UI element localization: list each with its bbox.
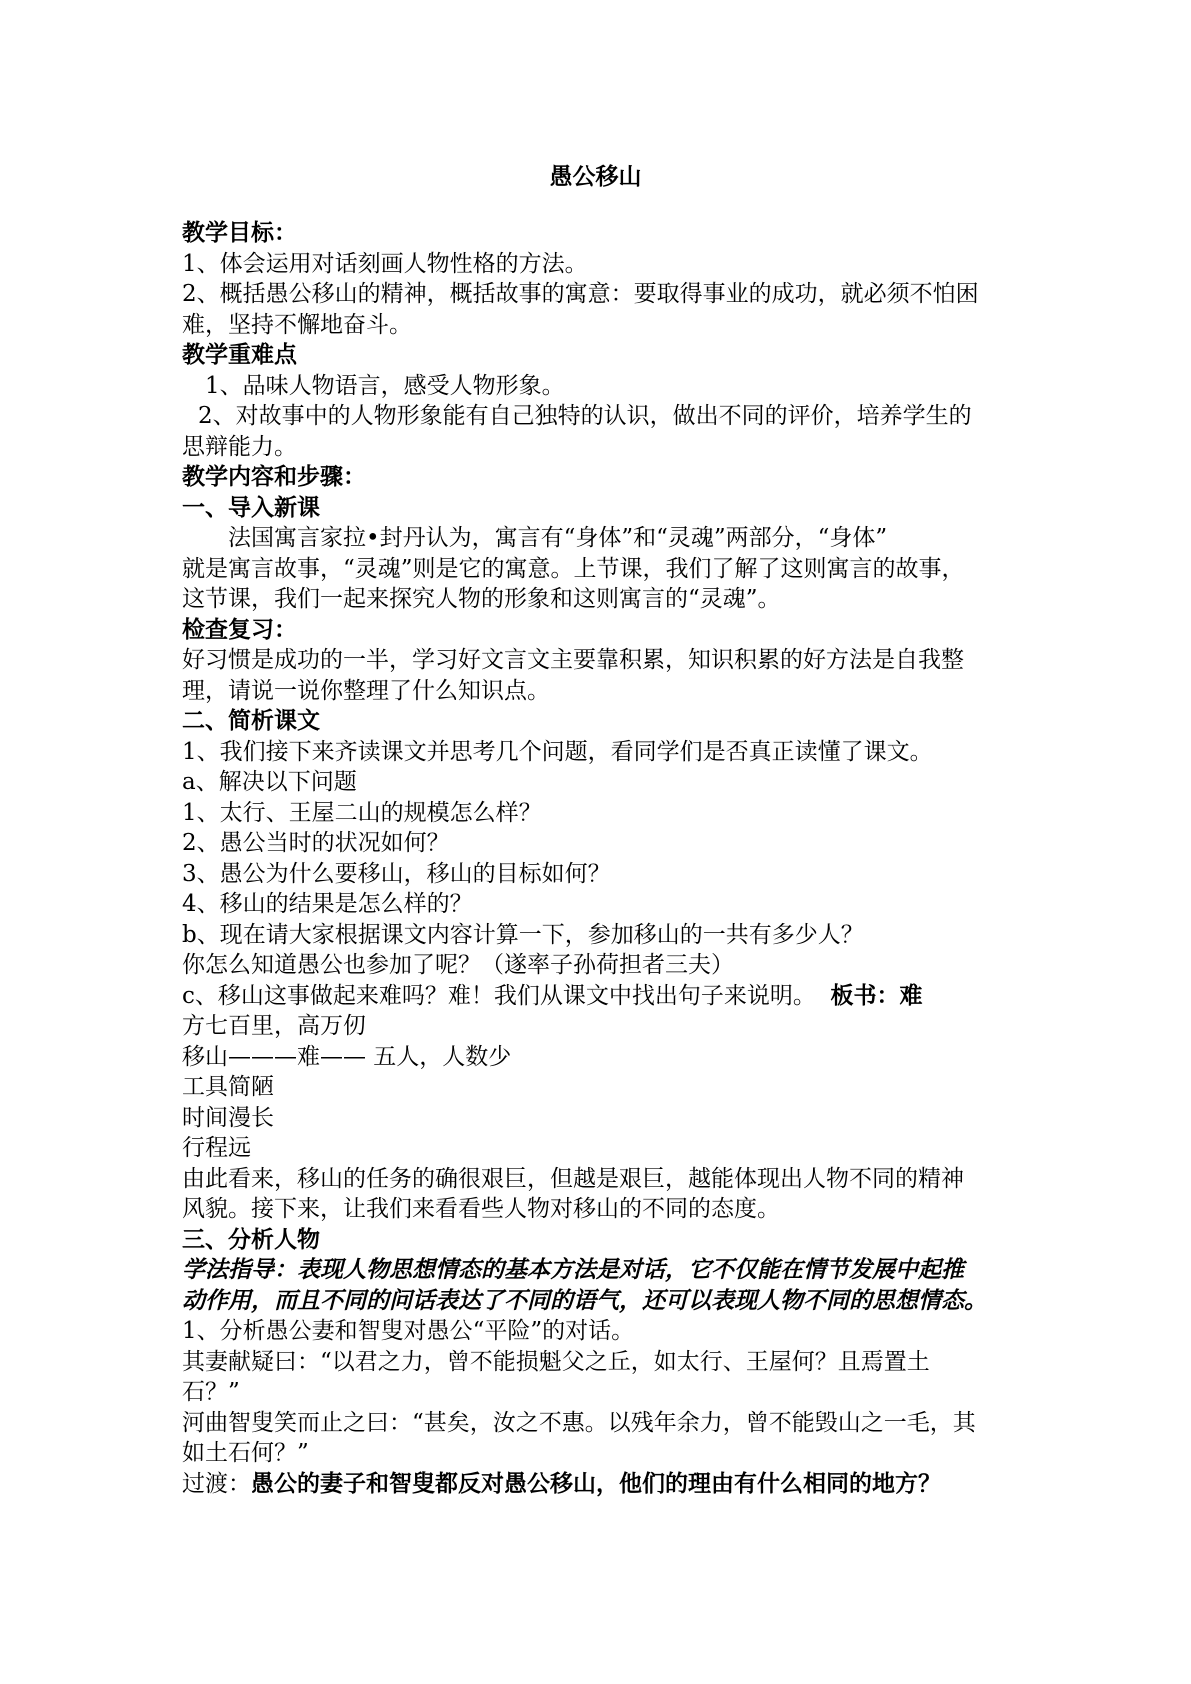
text-line <box>182 737 1022 768</box>
text-line <box>182 371 1022 402</box>
line-text: 其妻献疑曰：“以君之力，曾不能损魁父之丘，如太行、王屋何？且焉置土 <box>182 1348 930 1375</box>
line-text: 检查复习： <box>182 616 297 643</box>
text-line <box>182 1194 1022 1225</box>
line-text: 工具简陋 <box>182 1074 274 1100</box>
text-line <box>182 554 1022 585</box>
line-text: 如土石何？” <box>182 1440 309 1466</box>
line-text: 2、愚公当时的状况如何？ <box>182 830 450 856</box>
text-line <box>182 401 1022 432</box>
document-title: 愚公移山 <box>549 164 642 190</box>
section-heading <box>182 462 1022 493</box>
text-line <box>182 432 1022 463</box>
text-line <box>182 1103 1022 1134</box>
line-text: 三、分析人物 <box>182 1226 320 1253</box>
text-line <box>182 249 1022 280</box>
line-text: 教学内容和步骤： <box>182 464 366 490</box>
text-line <box>182 889 1022 920</box>
line-text: 石？” <box>182 1379 240 1405</box>
line-text: b、现在请大家根据课文内容计算一下，参加移山的一共有多少人？ <box>182 921 864 948</box>
text-line <box>182 828 1022 859</box>
section-heading <box>182 218 1022 249</box>
text-line <box>182 1408 1022 1439</box>
text-line <box>182 1316 1022 1347</box>
text-line <box>182 645 1022 676</box>
line-text: 学法指导：表现人物思想情态的基本方法是对话，它不仅能在情节发展中起推 <box>182 1257 964 1283</box>
section-heading <box>182 1225 1022 1256</box>
line-text: 1、我们接下来齐读课文并思考几个问题，看同学们是否真正读懂了课文。 <box>182 738 933 765</box>
line-text: 1、分析愚公妻和智叟对愚公“平险”的对话。 <box>182 1318 635 1344</box>
document-body <box>182 218 1022 1499</box>
text-line <box>182 1255 1022 1286</box>
section-heading <box>182 493 1022 524</box>
line-text: 1、体会运用对话刻画人物性格的方法。 <box>182 250 588 277</box>
bold-emphasis: 板书：难 <box>830 982 923 1009</box>
line-text: 方七百里，高万仞 <box>182 1013 366 1039</box>
line-text: 过渡： <box>182 1470 251 1497</box>
line-text: 移山———难—— 五人，人数少 <box>182 1043 512 1070</box>
line-text: 行程远 <box>182 1135 251 1161</box>
line-text: 难，坚持不懈地奋斗。 <box>182 311 412 338</box>
text-line <box>182 1438 1022 1469</box>
text-line <box>182 676 1022 707</box>
line-text: 河曲智叟笑而止之曰：“甚矣，汝之不惠。以残年余力，曾不能毁山之一毛，其 <box>182 1409 976 1436</box>
line-text: 由此看来，移山的任务的确很艰巨，但越是艰巨，越能体现出人物不同的精神 <box>182 1165 964 1192</box>
text-line <box>182 523 1022 554</box>
text-line <box>182 1011 1022 1042</box>
text-line <box>182 1042 1022 1073</box>
line-text: 教学重难点 <box>182 342 297 368</box>
line-text: 教学目标： <box>182 220 297 246</box>
text-line <box>182 767 1022 798</box>
line-text: c、移山这事做起来难吗？难！我们从课文中找出句子来说明。 <box>182 982 816 1009</box>
text-line <box>182 584 1022 615</box>
line-text: 一、导入新课 <box>182 494 320 521</box>
text-line <box>182 1164 1022 1195</box>
line-text: 好习惯是成功的一半，学习好文言文主要靠积累，知识积累的好方法是自我整 <box>182 647 964 673</box>
line-text: 思辩能力。 <box>182 433 297 460</box>
line-text: 风貌。接下来，让我们来看看些人物对移山的不同的态度。 <box>182 1196 780 1222</box>
text-line <box>182 1286 1022 1317</box>
text-line <box>182 279 1022 310</box>
line-text: 时间漫长 <box>182 1104 274 1131</box>
text-line <box>182 1347 1022 1378</box>
text-line <box>182 950 1022 981</box>
text-line <box>182 920 1022 951</box>
line-text: 这节课，我们一起来探究人物的形象和这则寓言的“灵魂”。 <box>182 586 781 612</box>
text-line <box>182 1072 1022 1103</box>
line-text: 2、对故事中的人物形象能有自己独特的认识，做出不同的评价，培养学生的 <box>198 403 972 429</box>
line-text: 动作用，而且不同的问话表达了不同的语气，还可以表现人物不同的思想情态。 <box>182 1287 987 1314</box>
line-text: 法国寓言家拉•封丹认为，寓言有“身体”和“灵魂”两部分，“身体” <box>228 525 888 551</box>
text-line <box>182 798 1022 829</box>
line-text: a、解决以下问题 <box>182 769 357 795</box>
line-text: 就是寓言故事，“灵魂”则是它的寓意。上节课，我们了解了这则寓言的故事， <box>182 555 965 582</box>
line-text: 3、愚公为什么要移山，移山的目标如何？ <box>182 860 611 887</box>
text-line <box>182 1377 1022 1408</box>
section-heading <box>182 615 1022 646</box>
text-line <box>182 310 1022 341</box>
text-line <box>182 1469 1022 1500</box>
section-heading <box>182 340 1022 371</box>
line-text: 理，请说一说你整理了什么知识点。 <box>182 677 550 704</box>
line-text: 二、简析课文 <box>182 708 320 734</box>
line-text: 4、移山的结果是怎么样的？ <box>182 891 473 917</box>
text-line <box>182 1133 1022 1164</box>
line-text: 1、太行、王屋二山的规模怎么样？ <box>182 799 542 826</box>
text-line <box>182 859 1022 890</box>
line-text: 2、概括愚公移山的精神，概括故事的寓意：要取得事业的成功，就必须不怕困 <box>182 281 979 307</box>
line-text: 1、品味人物语言，感受人物形象。 <box>205 372 565 399</box>
line-text: 你怎么知道愚公也参加了呢？（遂率子孙荷担者三夫） <box>182 952 734 978</box>
text-line <box>182 981 1022 1012</box>
section-heading <box>182 706 1022 737</box>
bold-emphasis: 愚公的妻子和智叟都反对愚公移山，他们的理由有什么相同的地方？ <box>251 1470 941 1497</box>
